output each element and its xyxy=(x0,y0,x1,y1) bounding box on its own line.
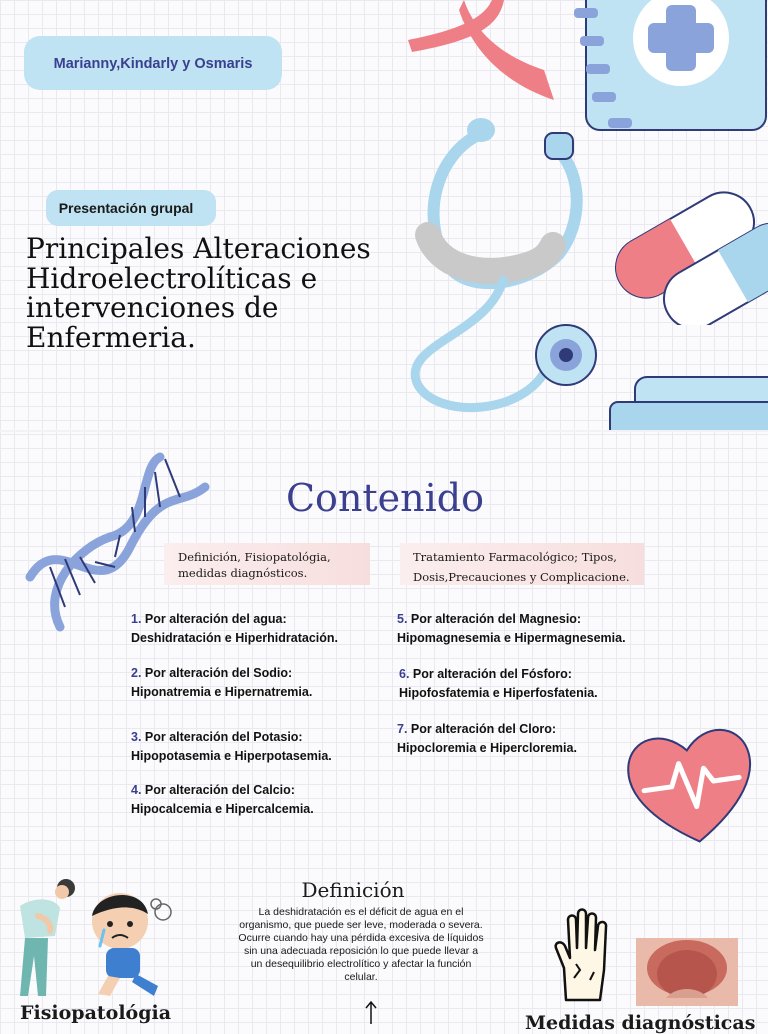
item-sub: Deshidratación e Hiperhidratación. xyxy=(131,631,338,645)
item-title: Por alteración del agua: xyxy=(141,612,287,626)
dry-tongue-photo xyxy=(636,938,738,1006)
medical-kit-icon xyxy=(605,372,768,430)
contenido-box-left xyxy=(164,543,370,585)
item-sub: Hipopotasemia e Hiperpotasemia. xyxy=(131,749,332,763)
slide-contenido xyxy=(0,432,768,860)
box-left-line-1: Definición, Fisiopatológia, xyxy=(178,550,331,564)
contenido-heading: Contenido xyxy=(285,476,484,520)
box-left-line-2: medidas diagnósticos. xyxy=(178,566,308,580)
sick-adult-illustration xyxy=(10,876,82,1001)
slide-deshidratacion xyxy=(0,862,768,1034)
title-line-4: Enfermeria. xyxy=(26,320,196,354)
item-number: 2. xyxy=(131,666,142,680)
list-item xyxy=(131,664,312,702)
item-number: 7. xyxy=(397,722,408,736)
item-sub: Hipocloremia e Hipercloremia. xyxy=(397,741,577,755)
item-sub: Hipofosfatemia e Hiperfosfatenia. xyxy=(399,686,598,700)
awareness-ribbon-icon xyxy=(404,0,564,110)
item-title: Por alteración del Potasio: xyxy=(141,730,303,744)
capsule-pill-icon xyxy=(605,165,768,325)
item-number: 4. xyxy=(131,783,142,797)
list-item xyxy=(131,610,338,648)
box-right-line-2: Dosis,Precauciones y Complicacione. xyxy=(413,570,630,584)
page-title xyxy=(26,234,406,352)
medidas-label: Medidas diagnósticas xyxy=(525,1012,756,1034)
list-item xyxy=(399,665,598,703)
list-item xyxy=(397,610,626,648)
item-sub: Hipomagnesemia e Hipermagnesemia. xyxy=(397,631,626,645)
item-title: Por alteración del Sodio: xyxy=(141,666,293,680)
item-title: Por alteración del Magnesio: xyxy=(407,612,582,626)
heart-pulse-icon xyxy=(624,722,760,852)
definicion-heading: Definición xyxy=(301,878,405,902)
item-sub: Hipocalcemia e Hipercalcemia. xyxy=(131,802,314,816)
item-number: 6. xyxy=(399,667,410,681)
title-line-3: intervenciones de xyxy=(26,291,279,324)
title-line-2: Hidroelectrolíticas e xyxy=(26,261,318,295)
authors-text: Marianny,Kindarly y Osmaris xyxy=(53,56,253,72)
dna-helix-icon xyxy=(20,447,215,637)
item-title: Por alteración del Cloro: xyxy=(407,722,557,736)
box-right-line-1: Tratamiento Farmacológico; Tipos, xyxy=(413,550,617,564)
list-item xyxy=(131,728,332,766)
item-number: 5. xyxy=(397,612,408,626)
title-line-1: Principales Alteraciones xyxy=(26,232,371,265)
item-number: 3. xyxy=(131,730,142,744)
dry-hand-icon xyxy=(552,908,614,1006)
item-sub: Hiponatremia e Hipernatremia. xyxy=(131,685,313,699)
list-item xyxy=(131,781,314,819)
contenido-box-right xyxy=(400,543,644,585)
slide-title xyxy=(0,0,768,430)
definicion-text: La deshidratación es el déficit de agua en el organismo, que puede ser leve, moderada o severa. Ocurre cuando hay una pérdida excesiva de líquidos sin una adecuada reposición lo que puede llevar a un desequilibrio electrolítico y afectar la función celular. xyxy=(238,906,484,983)
item-number: 1. xyxy=(131,612,142,626)
crying-child-illustration xyxy=(88,886,178,1001)
stethoscope-icon xyxy=(408,115,608,425)
item-title: Por alteración del Fósforo: xyxy=(409,667,572,681)
arrow-up-icon xyxy=(364,1000,378,1024)
fisio-label: Fisiopatológia xyxy=(20,1002,172,1024)
tag-text: Presentación grupal xyxy=(58,200,194,216)
list-item xyxy=(397,720,577,758)
item-title: Por alteración del Calcio: xyxy=(141,783,295,797)
